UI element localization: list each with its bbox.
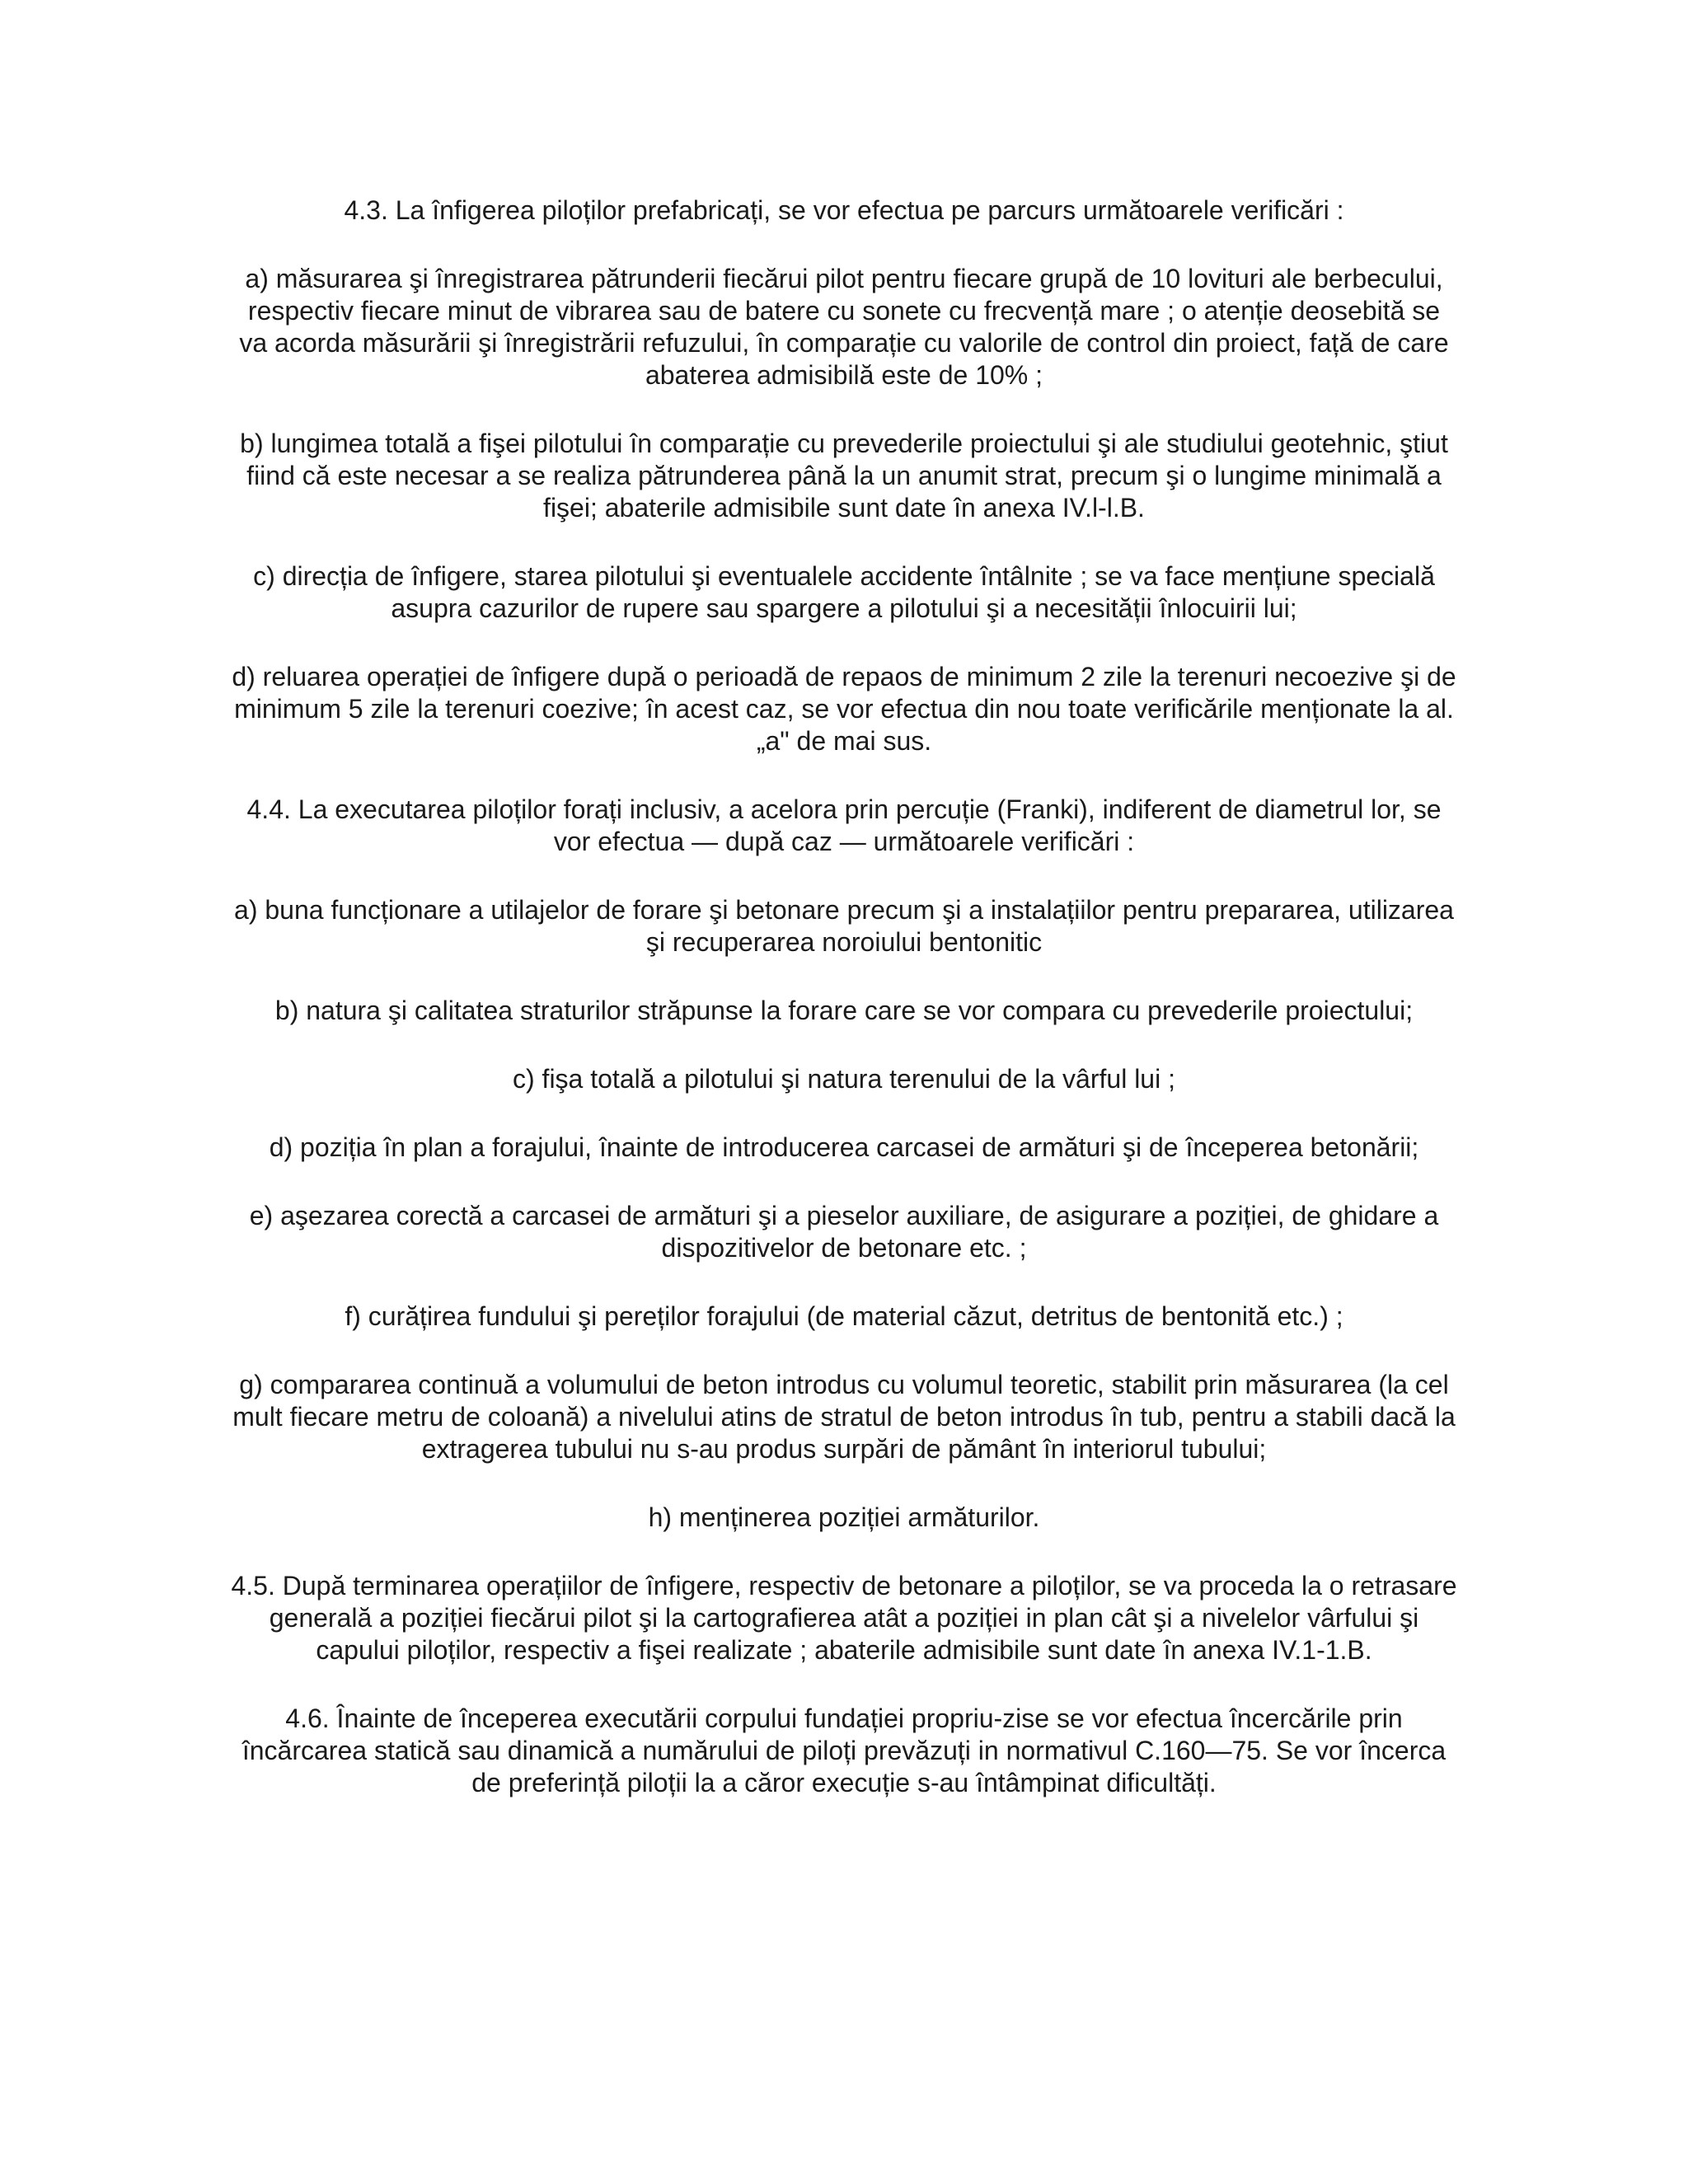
paragraph-4-4-h: h) menținerea poziției armăturilor. (648, 1502, 1040, 1532)
paragraph-4-4-c: c) fişa totală a pilotului şi natura terenului de la vârful lui ; (513, 1064, 1175, 1094)
document-body (231, 194, 1457, 1799)
paragraph-4-4-f: f) curățirea fundului şi pereților forajului (de material căzut, detritus de bentonită etc.) ; (345, 1301, 1343, 1331)
section-4-6: 4.6. Înainte de începerea executării corpului fundației propriu-zise se vor efectua încercările prin încărcarea statică sau dinamică a numărului de piloți prevăzuți in normativul C.160—75. Se vor încerca de preferință piloții la a căror execuție s-au întâmpinat dificultăți. (241, 1704, 1447, 1797)
paragraph-4-3-c: c) direcția de înfigere, starea pilotului şi eventualele accidente întâlnite ; se va face mențiune specială asupra cazurilor de rupere sau spargere a pilotului şi a necesității înlocuirii lui; (253, 561, 1435, 623)
paragraph-4-4-g: g) compararea continuă a volumului de beton introdus cu volumul teoretic, stabilit prin măsurarea (la cel mult fiecare metru de coloană) a nivelului atins de stratul de beton introdus în tub, pentru a stabili dacă la extragerea tubului nu s-au produs surpări de pământ în interiorul tubului; (232, 1370, 1456, 1464)
paragraph-4-4-a: a) buna funcționare a utilajelor de forare şi betonare precum şi a instalațiilor pentru prepararea, utilizarea şi recuperarea noroiului bentonitic (234, 895, 1454, 957)
paragraph-4-3-a: a) măsurarea şi înregistrarea pătrunderii fiecărui pilot pentru fiecare grupă de 10 lovituri ale berbecului, respectiv fiecare minut de vibrarea sau de batere cu sonete cu frecvență mare ; o atenție deosebită se va acorda măsurării şi înregistrării refuzului, în comparație cu valorile de control din proiect, față de care abaterea admisibilă este de 10% ; (239, 264, 1449, 390)
paragraph-4-4-d: d) poziția în plan a forajului, înainte de introducerea carcasei de armături şi de începerea betonării; (269, 1132, 1419, 1162)
paragraph-4-3-d: d) reluarea operației de înfigere după o perioadă de repaos de minimum 2 zile la terenuri necoezive şi de minimum 5 zile la terenuri coezive; în acest caz, se vor efectua din nou toate verificările menționate la al. „a" de mai sus. (232, 662, 1456, 756)
section-4-3-heading: 4.3. La înfigerea piloților prefabricați, se vor efectua pe parcurs următoarele verificări : (344, 195, 1344, 225)
section-4-4-heading: 4.4. La executarea piloților forați inclusiv, a acelora prin percuție (Franki), indiferent de diametrul lor, se vor efectua — după caz — următoarele verificări : (246, 794, 1442, 856)
paragraph-4-3-b: b) lungimea totală a fişei pilotului în comparație cu prevederile proiectului şi ale studiului geotehnic, ştiut fiind că este necesar a se realiza pătrunderea până la un anumit strat, precum şi o lungime minimală a fişei; abaterile admisibile sunt date în anexa IV.l-l.B. (240, 429, 1448, 523)
paragraph-4-4-b: b) natura şi calitatea straturilor străpunse la forare care se vor compara cu prevederile proiectului; (274, 996, 1414, 1025)
paragraph-4-4-e: e) aşezarea corectă a carcasei de armături şi a pieselor auxiliare, de asigurare a poziției, de ghidare a dispozitivelor de betonare etc. ; (249, 1201, 1439, 1263)
section-4-5: 4.5. După terminarea operațiilor de înfigere, respectiv de betonare a piloților, se va proceda la o retrasare generală a poziției fiecărui pilot şi la cartografierea atât a poziției in plan cât şi a nivelelor vârfului şi capului piloților, respectiv a fişei realizate ; abaterile admisibile sunt date în anexa IV.1-1.B. (231, 1571, 1457, 1665)
